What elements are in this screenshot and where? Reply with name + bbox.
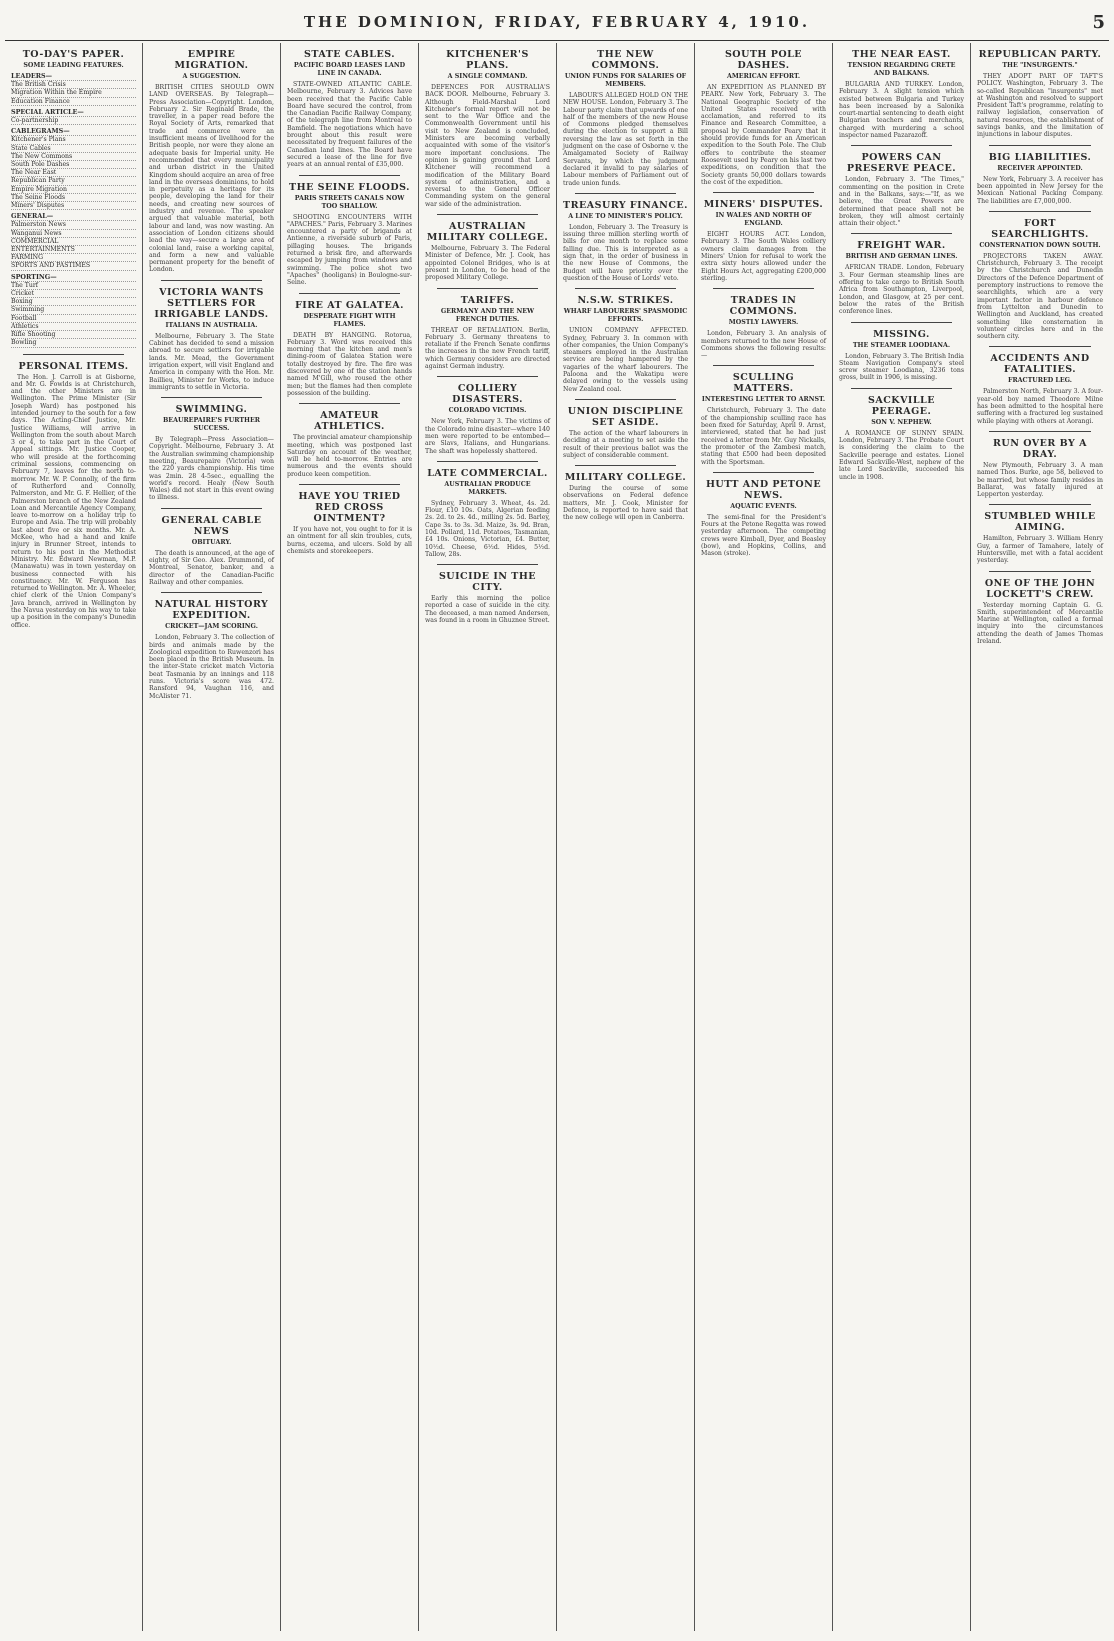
- article-body: By Telegraph—Press Association—Copyright. Melbourne, February 3. At the Australian swimming championship meeting, Beaurepaire (Victoria) won the 220 yards championship. His time was 2min. 28 4-5sec., equalling the world's record. Healy (New South Wales) did not start in this event owing to illness.: [149, 436, 274, 502]
- article-body: AFRICAN TRADE. London, February 3. Four German steamship lines are offering to take cargo to British South Africa from Southampton, Liverpool, London, and Glasgow, at 25 per cent. below the rates of the British conference lines.: [839, 264, 964, 316]
- contents-label: Wanganui News: [11, 229, 62, 237]
- article-heading: ACCIDENTS AND FATALITIES.: [990, 353, 1090, 376]
- article-divider: [437, 461, 538, 462]
- article-heading: KITCHENER'S PLANS.: [446, 49, 529, 71]
- contents-item: [11, 331, 136, 339]
- contents-label: LEADERS—: [11, 72, 53, 80]
- article-body: Melbourne, February 3. The Federal Minister of Defence, Mr. J. Cook, has appointed Colonel Bridges, who is at present in London, to be head of the proposed Military College.: [425, 245, 550, 282]
- contents-item: [11, 161, 136, 169]
- article-heading: VICTORIA WANTS SETTLERS FOR IRRIGABLE LANDS.: [154, 286, 269, 320]
- contents-item: [11, 282, 136, 290]
- article-heading: SWIMMING.: [175, 404, 248, 416]
- article-body: BULGARIA AND TURKEY. London, February 3. A slight tension which existed between Bulgaria and Turkey has been increased by a Salonika court-martial sentencing to death eight Bulgarian teachers and merchants, charged with murdering a school inspector named Pazarazoff.: [839, 81, 964, 140]
- article-body: Christchurch, February 3. The date of the championship sculling race has been fixed for Saturday, April 9. Arnst, interviewed, stated that he had just received a letter from Mr. Guy Nickalls, the promoter of the Zambesi match, stating that £500 had been deposited with the Sportsman.: [701, 407, 826, 466]
- article-divider: [575, 193, 676, 194]
- contents-item: [11, 136, 136, 144]
- article-body: THREAT OF RETALIATION. Berlin, February 3. Germany threatens to retaliate if the French Senate confirms the increases in the new French tariff, which Germany considers are directed against German industry.: [425, 326, 550, 371]
- article-heading: POWERS CAN PRESERVE PEACE.: [846, 152, 957, 175]
- article-divider: [989, 431, 1091, 432]
- article-heading: STUMBLED WHILE AIMING.: [984, 511, 1096, 534]
- contents-item: [11, 128, 136, 136]
- article-body: The action of the wharf labourers in deciding at a meeting to set aside the result of their previous ballot was the subject of considerable comment.: [563, 429, 688, 459]
- article-subheading: IN WALES AND NORTH OF ENGLAND.: [715, 212, 812, 228]
- contents-label: SPECIAL ARTICLE—: [11, 107, 84, 116]
- contents-item: [11, 323, 136, 331]
- article-heading: GENERAL CABLE NEWS: [161, 514, 262, 537]
- article-subheading: SOME LEADING FEATURES.: [23, 62, 124, 69]
- article-subheading: RECEIVER APPOINTED.: [997, 164, 1083, 172]
- article-subheading: AMERICAN EFFORT.: [726, 73, 801, 80]
- contents-item: [11, 89, 136, 97]
- article-body: UNION COMPANY AFFECTED. Sydney, February 3. In common with other companies, the Union Company's steamers employed in the Australian service are being hampered by the vagaries of the wharf labourers. The Paloona and the Wakatipu were delayed owing to the vessels using New Zealand coal.: [563, 327, 688, 393]
- article-divider: [989, 571, 1091, 572]
- contents-label: The Near East: [11, 169, 57, 177]
- article-heading: TARIFFS.: [460, 294, 515, 306]
- article-body: The provincial amateur championship meeting, which was postponed last Saturday on account of the weather, will be held to-morrow. Entries are numerous and the events should produce keen competition.: [287, 434, 412, 478]
- article-body: The death is announced, at the age of eighty, of Sir Geo. Alex. Drummond, of Montreal, Senator, banker, and a director of the Canadian-Pacific Railway and other companies.: [149, 549, 274, 586]
- article-body: During the course of some observations on Federal defence matters, Mr. J. Cook, Minister for Defence, is reported to have said that the new college will open in Canberra.: [563, 485, 688, 522]
- article-divider: [989, 346, 1091, 347]
- article-heading: TREASURY FINANCE.: [563, 199, 688, 211]
- contents-item: [11, 202, 136, 210]
- article-body: London, February 3. The British India Steam Navigation Company's steel screw steamer Loodiana, 3236 tons gross, built in 1906, is missing.: [839, 352, 964, 382]
- contents-label: Miners' Disputes: [11, 202, 65, 210]
- article-heading: HAVE YOU TRIED RED CROSS OINTMENT?: [298, 490, 401, 524]
- article-body: New Plymouth, February 3. A man named Thos. Burke, age 58, believed to be married, but whose family resides in Ballarat, was fatally injured at Lepperton yesterday.: [977, 461, 1103, 499]
- contents-label: The British Crisis: [11, 81, 66, 89]
- article-heading: THE NEW COMMONS.: [591, 49, 660, 71]
- article-body: LABOUR'S ALLEGED HOLD ON THE NEW HOUSE. London, February 3. The Labour party claim that upwards of one half of the members of the new House of Commons pledged themselves during the election to support a Bill reversing the law as set forth in the judgment on the case of Osborne v. the Amalgamated Society of Railway Servants, by which the judgment declared it invalid to pay salaries of Labour members of Parliament out of trade union funds.: [563, 92, 688, 187]
- article-divider: [989, 145, 1091, 146]
- contents-label: SPORTING—: [11, 272, 57, 281]
- contents-item: [11, 153, 136, 161]
- article-divider: [713, 192, 814, 193]
- column-1: [5, 43, 143, 1631]
- article-subheading: SON V. NEPHEW.: [871, 418, 932, 426]
- article-heading: TO-DAY'S PAPER.: [22, 49, 125, 60]
- contents-label: Kitchener's Plans: [11, 136, 66, 144]
- article-subheading: CRICKET—JAM SCORING.: [165, 623, 258, 631]
- article-subheading: OBITUARY.: [191, 538, 232, 546]
- article-subheading: AQUATIC EVENTS.: [730, 502, 797, 510]
- article-divider: [437, 376, 538, 377]
- article-body: Palmerston North, February 3. A four-year-old boy named Theodore Milne has been admitted to the hospital here suffering with a fractured leg sustained while playing with others at Aorangi.: [977, 388, 1103, 425]
- contents-label: Swimming: [11, 306, 45, 314]
- columns-grid: [5, 43, 1109, 1631]
- contents-item: [11, 246, 136, 254]
- article-heading: TRADES IN COMMONS.: [729, 295, 798, 318]
- contents-item: [11, 290, 136, 298]
- article-subheading: DESPERATE FIGHT WITH FLAMES.: [303, 312, 396, 328]
- article-heading: FIRE AT GALATEA.: [295, 299, 404, 311]
- contents-item: [11, 177, 136, 185]
- article-divider: [851, 322, 952, 323]
- article-body: London, February 3. "The Times," commenting on the position in Crete and in the Balkans, says:—"If, as we believe, the Great Powers are determined that peace shall not be broken, they will almost certainly attain their object.": [839, 176, 964, 228]
- article-subheading: THE "INSURGENTS.": [1002, 62, 1078, 69]
- contents-label: CABLEGRAMS—: [11, 127, 70, 136]
- article-subheading: BRITISH AND GERMAN LINES.: [845, 253, 958, 261]
- contents-label: COMMERCIAL: [11, 237, 59, 245]
- contents-item: [11, 315, 136, 323]
- article-heading: SACKVILLE PEERAGE.: [868, 394, 935, 417]
- article-body: If you have not, you ought to for it is an ointment for all skin troubles, cuts, burns, eczema, and ulcers. Sold by all chemists and storekeepers.: [287, 525, 412, 555]
- contents-label: Empire Migration: [11, 185, 68, 193]
- contents-label: ENTERTAINMENTS: [11, 246, 75, 254]
- contents-label: South Pole Dashes: [11, 161, 70, 169]
- article-divider: [437, 214, 538, 215]
- article-heading: THE NEAR EAST.: [852, 49, 951, 60]
- contents-label: Education Finance: [11, 97, 70, 105]
- article-divider: [989, 504, 1091, 505]
- article-subheading: BEAUREPAIRE'S FURTHER SUCCESS.: [162, 417, 261, 433]
- contents-item: [11, 194, 136, 202]
- article-divider: [575, 465, 676, 466]
- article-heading: FREIGHT WAR.: [857, 240, 946, 252]
- article-divider: [299, 293, 400, 294]
- article-divider: [161, 592, 262, 593]
- article-heading: MILITARY COLLEGE.: [564, 472, 687, 484]
- article-subheading: A SUGGESTION.: [182, 73, 241, 80]
- contents-label: Bowling: [11, 339, 37, 347]
- contents-label: Palmerston News: [11, 221, 66, 229]
- article-body: A ROMANCE OF SUNNY SPAIN. London, February 3. The Probate Court is considering the claim to the Sackville peerage and estates. Lionel Edward Sackville-West, nephew of the late Lord Sackville, succeeded his uncle in 1908.: [839, 429, 964, 481]
- contents-label: Co-partnership: [11, 117, 59, 125]
- article-divider: [299, 484, 400, 485]
- column-2: [143, 43, 281, 1631]
- column-5: [557, 43, 695, 1631]
- contents-item: [11, 169, 136, 177]
- article-divider: [299, 175, 400, 176]
- article-heading: NATURAL HISTORY EXPEDITION.: [154, 599, 269, 622]
- contents-label: Athletics: [11, 322, 39, 330]
- article-subheading: COLORADO VICTIMS.: [448, 407, 527, 415]
- article-heading: FORT SEARCHLIGHTS.: [991, 217, 1089, 240]
- contents-item: [11, 221, 136, 229]
- contents-item: [11, 274, 136, 282]
- article-divider: [575, 288, 676, 289]
- article-heading: RUN OVER BY A DRAY.: [993, 437, 1087, 460]
- masthead: [5, 4, 1109, 41]
- article-heading: THE SEINE FLOODS.: [289, 181, 410, 193]
- contents-label: SPORTS AND PASTIMES: [11, 262, 91, 270]
- article-heading: COLLIERY DISASTERS.: [452, 383, 523, 406]
- article-heading: LATE COMMERCIAL.: [427, 467, 548, 479]
- article-subheading: MOSTLY LAWYERS.: [728, 319, 799, 327]
- contents-label: State Cables: [11, 144, 51, 152]
- contents-item: [11, 73, 136, 81]
- article-body: DEFENCES FOR AUSTRALIA'S BACK DOOR. Melbourne, February 3. Although Field-Marshal Lord Kitchener's formal report will not be sent to the War Office and the Commonwealth Government until his visit to New Zealand is concluded, Ministers are becoming verbally acquainted with some of the visitor's more important conclusions. The opinion is gaining ground that Lord Kitchener will recommend a modification of the Military Board system of administration, and a reversal to the General Officer Commanding system on the general war side of the administration.: [425, 84, 550, 208]
- article-subheading: WHARF LABOURERS' SPASMODIC EFFORTS.: [563, 308, 688, 324]
- article-subheading: AUSTRALIAN PRODUCE MARKETS.: [444, 480, 531, 496]
- article-heading: MISSING.: [873, 328, 930, 340]
- contents-label: FARMING: [11, 254, 44, 262]
- article-divider: [23, 354, 124, 355]
- article-divider: [161, 397, 262, 398]
- article-divider: [713, 472, 814, 473]
- article-heading: MINERS' DISPUTES.: [703, 199, 824, 211]
- article-body: AN EXPEDITION AS PLANNED BY PEARY. New York, February 3. The National Geographic Society of the United States received with acclamation, and referred to its Finance and Research Committee, a proposal by Commander Peary that it should provide funds for an American expedition to the South Pole. The Club offers to contribute the steamer Roosevelt used by Peary on his last two expeditions, on condition that the Society grants 50,000 dollars towards the cost of the expedition.: [701, 84, 826, 186]
- contents-item: [11, 81, 136, 89]
- article-divider: [713, 365, 814, 366]
- article-body: THEY ADOPT PART OF TAFT'S POLICY. Washington, February 3. The so-called Republican "insurgents" met at Washington and resolved to support President Taft's programme, relating to railway legislation, conservation of natural resources, the establishment of savings banks, and the limitation of injunctions in labour disputes.: [977, 73, 1103, 139]
- article-heading: AMATEUR ATHLETICS.: [314, 410, 385, 433]
- article-divider: [437, 288, 538, 289]
- article-subheading: GERMANY AND THE NEW FRENCH DUTIES.: [440, 307, 535, 323]
- contents-item: [11, 109, 136, 117]
- column-3: [281, 43, 419, 1631]
- article-subheading: CONSTERNATION DOWN SOUTH.: [979, 241, 1101, 249]
- article-heading: N.S.W. STRIKES.: [577, 295, 674, 307]
- article-body: STATE-OWNED ATLANTIC CABLE. Melbourne, February 3. Advices have been received that the Pacific Cable Board have secured the control, from the Canadian Pacific Railway Company, of the telegraph line from Montreal to Bamfield. The negotiations which have brought about this result were necessitated by frequent failures of the Canadian land lines. The Board have secured a lease of the line for five years at an annual rental of £35,000.: [287, 81, 412, 169]
- article-body: EIGHT HOURS ACT. London, February 3. The South Wales colliery owners claim damages from the Miners' Union for refusal to work the extra sixty hours allowed under the Eight Hours Act, aggregating £200,000 sterling.: [701, 231, 826, 282]
- article-heading: SCULLING MATTERS.: [732, 372, 795, 395]
- article-body: London, February 3. The Treasury is issuing three million sterling worth of bills for one month to replace some falling due. This is interpreted as a sign that, in the order of business in the new House of Commons, the Budget will have priority over the question of the House of Lords' veto.: [563, 223, 688, 282]
- article-divider: [437, 564, 538, 565]
- article-subheading: INTERESTING LETTER TO ARNST.: [701, 396, 826, 404]
- masthead-title: THE DOMINION, FRIDAY, FEBRUARY 4, 1910.: [303, 13, 811, 31]
- article-subheading: UNION FUNDS FOR SALARIES OF MEMBERS.: [564, 73, 687, 88]
- article-heading: SUICIDE IN THE CITY.: [438, 571, 537, 594]
- article-heading: ONE OF THE JOHN LOCKETT'S CREW.: [984, 577, 1096, 600]
- article-subheading: PACIFIC BOARD LEASES LAND LINE IN CANADA.: [293, 62, 406, 77]
- column-4: [419, 43, 557, 1631]
- article-subheading: PARIS STREETS CANALS NOW TOO SHALLOW.: [294, 194, 405, 210]
- article-body: Hamilton, February 3. William Henry Guy, a farmer of Tamahere, lately of Huntersville, met with a fatal accident yesterday.: [977, 535, 1103, 565]
- article-body: PROJECTORS TAKEN AWAY. Christchurch, February 3. The receipt by the Christchurch and Dunedin Directors of the Defence Department of peremptory instructions to remove the searchlights, which are a very important factor in harbour defence from Lyttelton and Dunedin to Wellington and Auckland, has created something like consternation in volunteer circles here and in the southern city.: [977, 252, 1103, 341]
- article-subheading: THE STEAMER LOODIANA.: [852, 341, 951, 349]
- article-body: Sydney, February 3. Wheat, 4s. 2d. Flour, £10 10s. Oats, Algerian feeding 2s. 2d. to 2s. 4d., milling 2s. 5d. Barley, Cape 3s. to 3s. 3d. Maize, 3s. 9d. Bran, 10d. Pollard, 11d. Potatoes, Tasmanian, £4 10s. Onions, Victorian, £4. Butter, 10½d. Cheese, 6½d. Hides, 5½d. Tallow, 28s.: [425, 499, 550, 558]
- contents-item: [11, 145, 136, 153]
- contents-label: GENERAL—: [11, 212, 54, 221]
- contents-item: [11, 117, 136, 125]
- article-subheading: ITALIANS IN AUSTRALIA.: [165, 321, 258, 329]
- contents-item: [11, 238, 136, 246]
- contents-label: Migration Within the Empire: [11, 89, 102, 97]
- contents-label: Cricket: [11, 290, 35, 298]
- contents-item: [11, 298, 136, 306]
- contents-label: Football: [11, 314, 37, 322]
- page-number: 5: [1092, 12, 1105, 33]
- contents-label: Republican Party: [11, 177, 65, 185]
- article-body: The Hon. J. Carroll is at Gisborne, and Mr. G. Fowlds is at Christchurch, and the other Ministers are in Wellington. The Prime Minister (Sir Joseph Ward) has postponed his intended journey to the south for a few days. The Acting-Chief Justice, Mr. Justice Williams, will arrive in Wellington from the south about March 3 or 4, to take part in the Court of Appeal sittings. Mr. Justice Cooper, who will preside at the forthcoming criminal sessions, commencing on February 7, leaves for the north to-morrow. Mr. W. P. Connolly, of the firm of Rutherford and Connolly, Palmerston, and Mr. G. F. Hellier, of the Palmerston branch of the New Zealand Loan and Mercantile Agency Company, leave to-morrow on a holiday trip to Europe and Asia. The trip will probably last about five or six months. Mr. A. McKee, who had a hand and knife injury in Brunner Street, intends to return to his post in the Methodist Ministry. Mr. Edward Newman, M.P. (Manawatu) was in town yesterday on business connected with his constituency. Mr. W. Ferguson has returned to Wellington. Mr. A. Wheeler, chief clerk of the Union Company's Java branch, arrived in Wellington by the Navua yesterday on his way to take up a position in the company's Dunedin office.: [11, 373, 136, 629]
- contents-item: [11, 254, 136, 262]
- article-body: DEATH BY HANGING. Rotorua, February 3. Word was received this morning that the kitchen and men's dining-room of Galatea Station were totally destroyed by fire. The fire was discovered by one of the station hands named M'Gill, who roused the other men; but the flames had then complete possession of the building.: [287, 331, 412, 397]
- contents-label: Rifle Shooting: [11, 331, 56, 339]
- article-subheading: TENSION REGARDING CRETE AND BALKANS.: [847, 62, 956, 77]
- article-divider: [161, 280, 262, 281]
- article-divider: [851, 233, 952, 234]
- article-body: New York, February 3. The victims of the Colorado mine disaster—where 140 men were reported to be entombed—are Slavs, Italians, and Hungarians. The shaft was hopelessly shattered.: [425, 418, 550, 455]
- article-heading: PERSONAL ITEMS.: [18, 360, 129, 372]
- contents-item: [11, 306, 136, 314]
- contents-label: Boxing: [11, 298, 33, 306]
- article-body: London, February 3. An analysis of members returned to the new House of Commons shows the following results:—: [701, 330, 826, 360]
- article-heading: SOUTH POLE DASHES.: [724, 49, 803, 71]
- article-heading: STATE CABLES.: [303, 49, 396, 60]
- article-subheading: A LINE TO MINISTER'S POLICY.: [568, 212, 683, 220]
- newspaper-page: [5, 4, 1109, 1634]
- article-heading: REPUBLICAN PARTY.: [978, 49, 1102, 60]
- article-subheading: A SINGLE COMMAND.: [447, 73, 528, 80]
- contents-item: [11, 230, 136, 238]
- article-body: SHOOTING ENCOUNTERS WITH "APACHES." Paris, February 3. Marines encountered a party of brigands at Antienne, a riverside suburb of Paris, pillaging houses. The brigands returned a brisk fire, and afterwards escaped by jumping from windows and swimming. The police shot two "Apaches" (hooligans) in Boulogne-sur-Seine.: [287, 213, 412, 287]
- article-divider: [713, 288, 814, 289]
- contents-item: [11, 213, 136, 221]
- article-divider: [299, 403, 400, 404]
- article-heading: AUSTRALIAN MILITARY COLLEGE.: [426, 221, 549, 244]
- article-body: BRITISH CITIES SHOULD OWN LAND OVERSEAS. By Telegraph—Press Association—Copyright. London, February 2. Sir Reginald Brade, the traveller, in a paper read before the Royal Society of Arts, remarked that trade and commerce were an insufficient means of livelihood for the British people, nor were they alone an adequate basis for Imperial unity. He recommended that every municipality and urban district in the United Kingdom should acquire an area of free land in the overseas dominions, to hold in perpetuity as a heritage for its people, developing the land for their needs, and creating new sources of industry and revenue. The speaker argued that valuable material, both labour and land, was now wasting. An association of London citizens should lead the way—secure a large area of colonial land, raise a working capital, and form a new and valuable permanent property for the benefit of London.: [149, 84, 274, 274]
- article-divider: [851, 145, 952, 146]
- article-divider: [575, 399, 676, 400]
- article-body: The semi-final for the President's Fours at the Petone Regatta was rowed yesterday afternoon. The competing crews were Kimball, Dyer, and Beasley (bow), and Hopkins, Collins, and Mason (stroke).: [701, 513, 826, 558]
- article-heading: EMPIRE MIGRATION.: [174, 49, 249, 71]
- article-subheading: FRACTURED LEG.: [1007, 377, 1073, 385]
- contents-item: [11, 339, 136, 347]
- column-7: [833, 43, 971, 1631]
- contents-label: The New Commons: [11, 152, 73, 160]
- contents-item: [11, 262, 136, 270]
- article-heading: UNION DISCIPLINE SET ASIDE.: [567, 405, 684, 428]
- article-body: New York, February 3. A receiver has been appointed in New Jersey for the Mexican National Packing Company. The liabilities are £7,000,000.: [977, 175, 1103, 205]
- article-divider: [989, 211, 1091, 212]
- column-8: [971, 43, 1109, 1631]
- contents-item: [11, 98, 136, 106]
- contents-label: The Turf: [11, 281, 39, 289]
- article-heading: HUTT AND PETONE NEWS.: [705, 478, 822, 501]
- article-heading: BIG LIABILITIES.: [988, 151, 1092, 163]
- article-body: Early this morning the police reported a case of suicide in the city. The deceased, a man named Andersen, was found in a room in Ghuznee Street.: [425, 595, 550, 625]
- article-body: Melbourne, February 3. The State Cabinet has decided to send a mission abroad to secure settlers for irrigable lands. Mr. Mead, the Government irrigation expert, will visit England and America in company with the Hon. Mr. Baillieu, Minister for Works, to induce immigrants to settle in Victoria.: [149, 332, 274, 391]
- article-divider: [161, 508, 262, 509]
- contents-label: The Seine Floods: [11, 193, 66, 201]
- contents-item: [11, 186, 136, 194]
- article-body: London, February 3. The collection of birds and animals made by the Zoological expedition to Ruwenzori has been placed in the British Museum. In the inter-State cricket match Victoria beat Tasmania by an innings and 118 runs. Victoria's score was 472. Ransford 94, Vaughan 116, and McAlister 71.: [149, 634, 274, 700]
- article-divider: [851, 388, 952, 389]
- column-6: [695, 43, 833, 1631]
- article-body: Yesterday morning Captain G. G. Smith, superintendent of Mercantile Marine at Wellington, called a formal inquiry into the circumstances attending the death of James Thomas Ireland.: [977, 601, 1103, 646]
